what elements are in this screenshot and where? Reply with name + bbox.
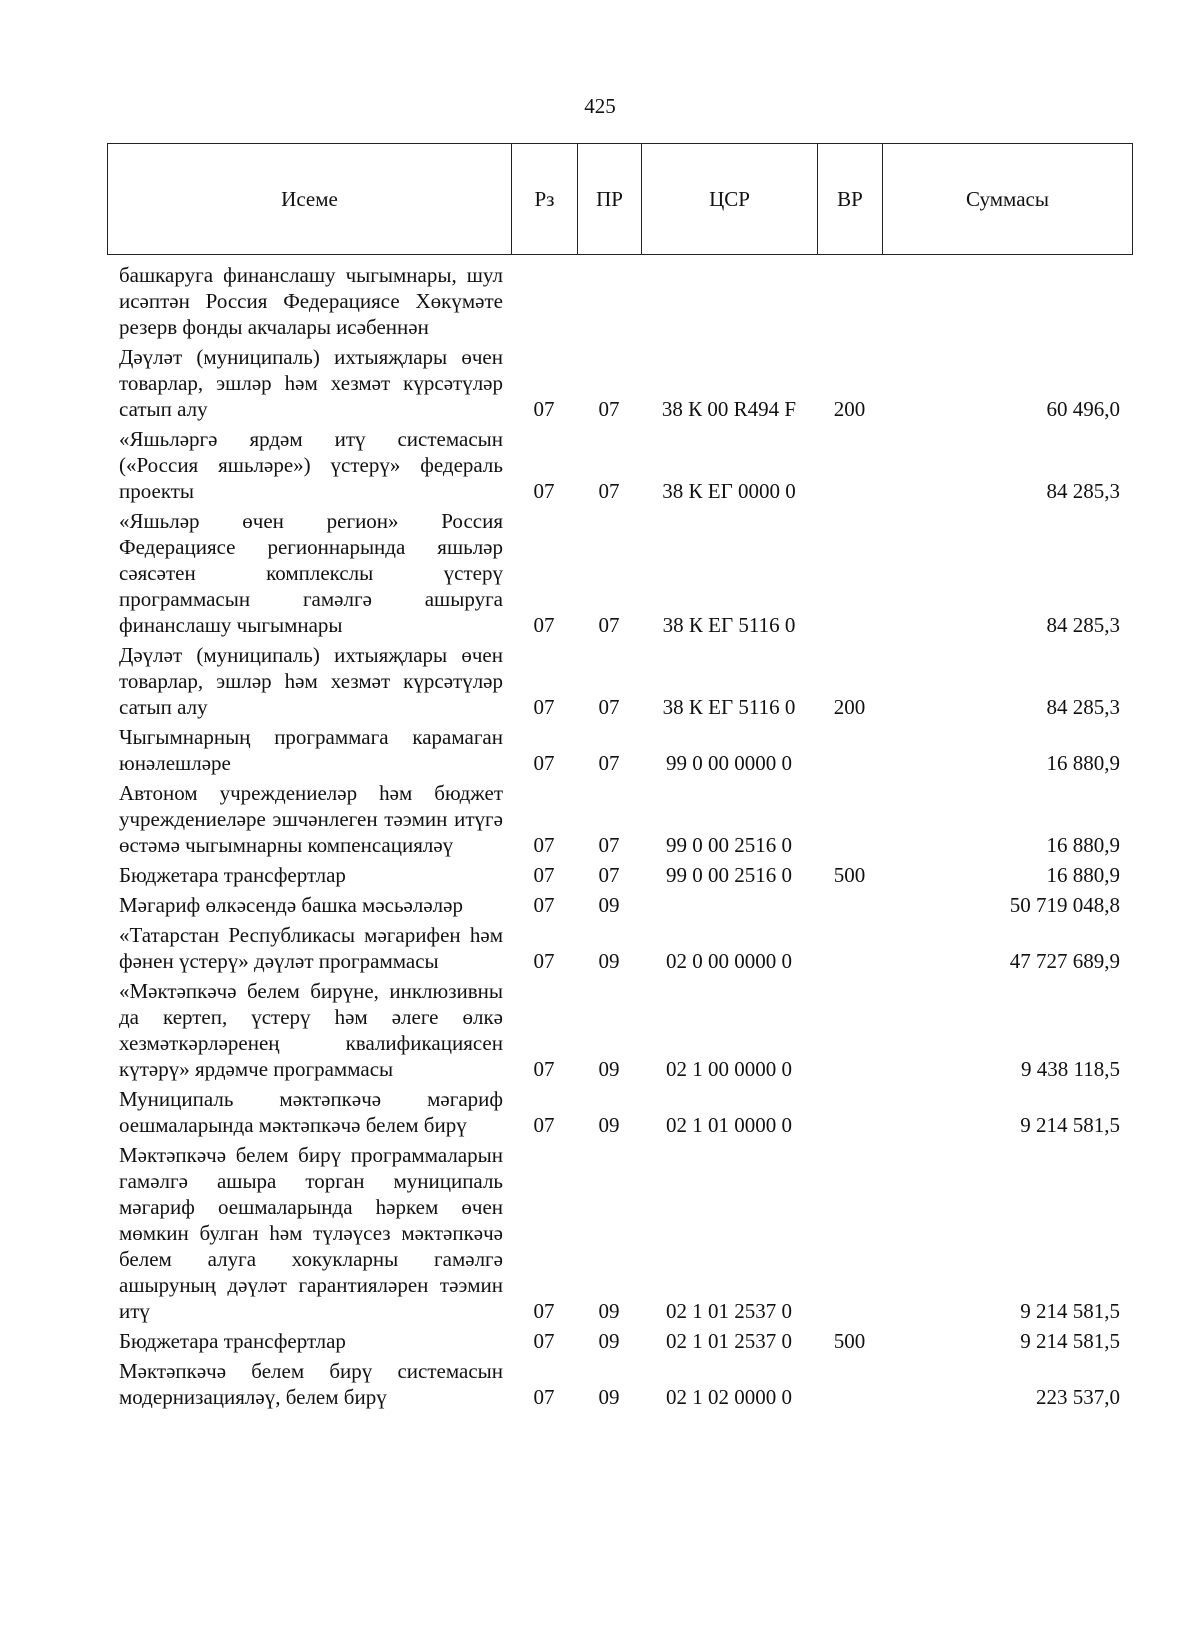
row-name: «Яшьләргә ярдәм итү системасын («Россия яшьләре») үстерү» федераль проекты: [119, 427, 503, 503]
row-sum: [882, 262, 1132, 344]
row-rz: 07: [533, 1385, 555, 1409]
header-sum: Суммасы: [883, 144, 1133, 255]
row-sum: 84 285,3: [1046, 695, 1120, 719]
row-pr: 09: [598, 1299, 620, 1323]
row-name: Бюджетара трансфертлар: [119, 863, 346, 887]
row-vr: 200: [833, 397, 866, 421]
header-pr: ПР: [578, 144, 642, 255]
row-name: Бюджетара трансфертлар: [119, 1329, 346, 1353]
table-row: [107, 262, 1132, 344]
row-csr: 99 0 00 2516 0: [666, 833, 792, 857]
row-vr: 200: [833, 695, 866, 719]
row-sum: 9 214 581,5: [1020, 1113, 1120, 1137]
row-name: Мәгариф өлкәсендә башка мәсьәләләр: [119, 893, 463, 917]
row-rz: 07: [533, 863, 555, 887]
row-rz: 07: [533, 397, 555, 421]
row-csr: 02 1 01 2537 0: [666, 1329, 792, 1353]
row-csr: 38 К ЕГ 5116 0: [662, 613, 796, 637]
row-rz: 07: [533, 893, 555, 917]
row-name: Чыгымнарның программага карамаган юнәлешләре: [119, 725, 503, 775]
row-pr: 07: [598, 613, 620, 637]
row-vr: [817, 1086, 882, 1142]
row-pr: 07: [598, 863, 620, 887]
row-sum: 223 537,0: [1036, 1385, 1120, 1409]
row-rz: 07: [533, 751, 555, 775]
header-rz: Рз: [512, 144, 578, 255]
row-rz: 07: [533, 1057, 555, 1081]
table-row: [107, 1328, 1132, 1358]
row-sum: 84 285,3: [1046, 479, 1120, 503]
table-row: [107, 724, 1132, 780]
row-csr: 02 1 00 0000 0: [666, 1057, 792, 1081]
row-csr: [641, 262, 817, 344]
table-row: [107, 892, 1132, 922]
table-row: [107, 1086, 1132, 1142]
row-rz: 07: [533, 1113, 555, 1137]
header-name: Исеме: [108, 144, 512, 255]
row-name: Автоном учреждениеләр һәм бюджет учреждениеләре эшчәнлеген тәэмин итүгә өстәмә чыгымнарны компенсацияләү: [119, 781, 503, 857]
row-rz: [511, 262, 577, 344]
row-pr: 07: [598, 695, 620, 719]
row-vr: [817, 978, 882, 1086]
row-rz: 07: [533, 833, 555, 857]
row-name: Муниципаль мәктәпкәчә мәгариф оешмаларында мәктәпкәчә белем бирү: [119, 1087, 503, 1137]
row-csr: 99 0 00 2516 0: [666, 863, 792, 887]
row-vr: [817, 724, 882, 780]
row-rz: 07: [533, 613, 555, 637]
row-name: «Яшьләр өчен регион» Россия Федерациясе регионнарында яшьләр сәясәтен комплекслы үстерү программасын гамәлгә ашыруга финанслашу чыгымнары: [119, 509, 503, 637]
row-rz: 07: [533, 949, 555, 973]
table-row: [107, 978, 1132, 1086]
row-pr: 07: [598, 751, 620, 775]
row-pr: 07: [598, 833, 620, 857]
row-rz: 07: [533, 1329, 555, 1353]
row-csr: 38 К ЕГ 5116 0: [662, 695, 796, 719]
row-sum: 16 880,9: [1046, 863, 1120, 887]
table-row: [107, 426, 1132, 508]
row-vr: [817, 1358, 882, 1414]
row-rz: 07: [533, 1299, 555, 1323]
header-vr: ВР: [818, 144, 883, 255]
row-name: Мәктәпкәчә белем бирү программаларын гамәлгә ашыра торган муниципаль мәгариф оешмаларында һәркем өчен мөмкин булган һәм түләүсез мәктәпкәчә белем алуга хокукларны гамәлгә ашыруның дәүләт гарантияләрен тәэмин итү: [119, 1143, 503, 1323]
row-csr: 02 0 00 0000 0: [666, 949, 792, 973]
row-vr: [817, 1142, 882, 1328]
row-sum: 9 214 581,5: [1020, 1329, 1120, 1353]
row-vr: 500: [833, 1329, 866, 1353]
table-header: [107, 143, 1133, 255]
row-vr: [817, 262, 882, 344]
row-csr: 99 0 00 0000 0: [666, 751, 792, 775]
row-pr: 09: [598, 1329, 620, 1353]
row-sum: 60 496,0: [1046, 397, 1120, 421]
row-pr: 07: [598, 479, 620, 503]
row-pr: 09: [598, 893, 620, 917]
header-csr: ЦСР: [642, 144, 818, 255]
row-sum: 50 719 048,8: [1009, 893, 1120, 917]
row-csr: 38 К ЕГ 0000 0: [662, 479, 796, 503]
table-row: [107, 1142, 1132, 1328]
row-sum: 16 880,9: [1046, 833, 1120, 857]
row-pr: 07: [598, 397, 620, 421]
row-rz: 07: [533, 479, 555, 503]
row-csr: 02 1 01 2537 0: [666, 1299, 792, 1323]
row-vr: [817, 922, 882, 978]
row-name: Мәктәпкәчә белем бирү системасын модернизацияләү, белем бирү: [119, 1359, 503, 1409]
row-name: «Мәктәпкәчә белем бирүне, инклюзивны да кертеп, үстерү һәм әлеге өлкә хезмәткәрләренең квалификациясен күтәрү» ярдәмче программасы: [119, 979, 503, 1081]
row-sum: 9 438 118,5: [1021, 1057, 1120, 1081]
row-pr: [577, 262, 641, 344]
row-csr: 02 1 02 0000 0: [666, 1385, 792, 1409]
row-pr: 09: [598, 1113, 620, 1137]
row-vr: 500: [833, 863, 866, 887]
row-vr: [817, 780, 882, 862]
row-csr: 38 К 00 R494 F: [661, 397, 797, 421]
row-name: Дәүләт (муниципаль) ихтыяҗлары өчен товарлар, эшләр һәм хезмәт күрсәтүләр сатып алу: [119, 345, 503, 421]
row-vr: [817, 892, 882, 922]
row-rz: 07: [533, 695, 555, 719]
row-sum: 47 727 689,9: [1009, 949, 1120, 973]
row-vr: [817, 508, 882, 642]
row-sum: 16 880,9: [1046, 751, 1120, 775]
row-pr: 09: [598, 1057, 620, 1081]
row-csr: [641, 892, 817, 922]
row-name: Дәүләт (муниципаль) ихтыяҗлары өчен товарлар, эшләр һәм хезмәт күрсәтүләр сатып алу: [119, 643, 503, 719]
table-row: [107, 780, 1132, 862]
budget-table: [107, 262, 1132, 1414]
table-row: [107, 508, 1132, 642]
row-pr: 09: [598, 949, 620, 973]
table-row: [107, 344, 1132, 426]
row-name: «Татарстан Республикасы мәгарифен һәм фәнен үстерү» дәүләт программасы: [119, 923, 503, 973]
table-row: [107, 642, 1132, 724]
table-row: [107, 922, 1132, 978]
table-row: [107, 1358, 1132, 1414]
page-number: 425: [584, 94, 616, 118]
row-sum: 9 214 581,5: [1020, 1299, 1120, 1323]
row-pr: 09: [598, 1385, 620, 1409]
row-csr: 02 1 01 0000 0: [666, 1113, 792, 1137]
row-vr: [817, 426, 882, 508]
row-name: башкаруга финанслашу чыгымнары, шул исәптән Россия Федерациясе Хөкүмәте резерв фонды акчалары исәбеннән: [119, 263, 503, 339]
table-row: [107, 862, 1132, 892]
row-sum: 84 285,3: [1046, 613, 1120, 637]
